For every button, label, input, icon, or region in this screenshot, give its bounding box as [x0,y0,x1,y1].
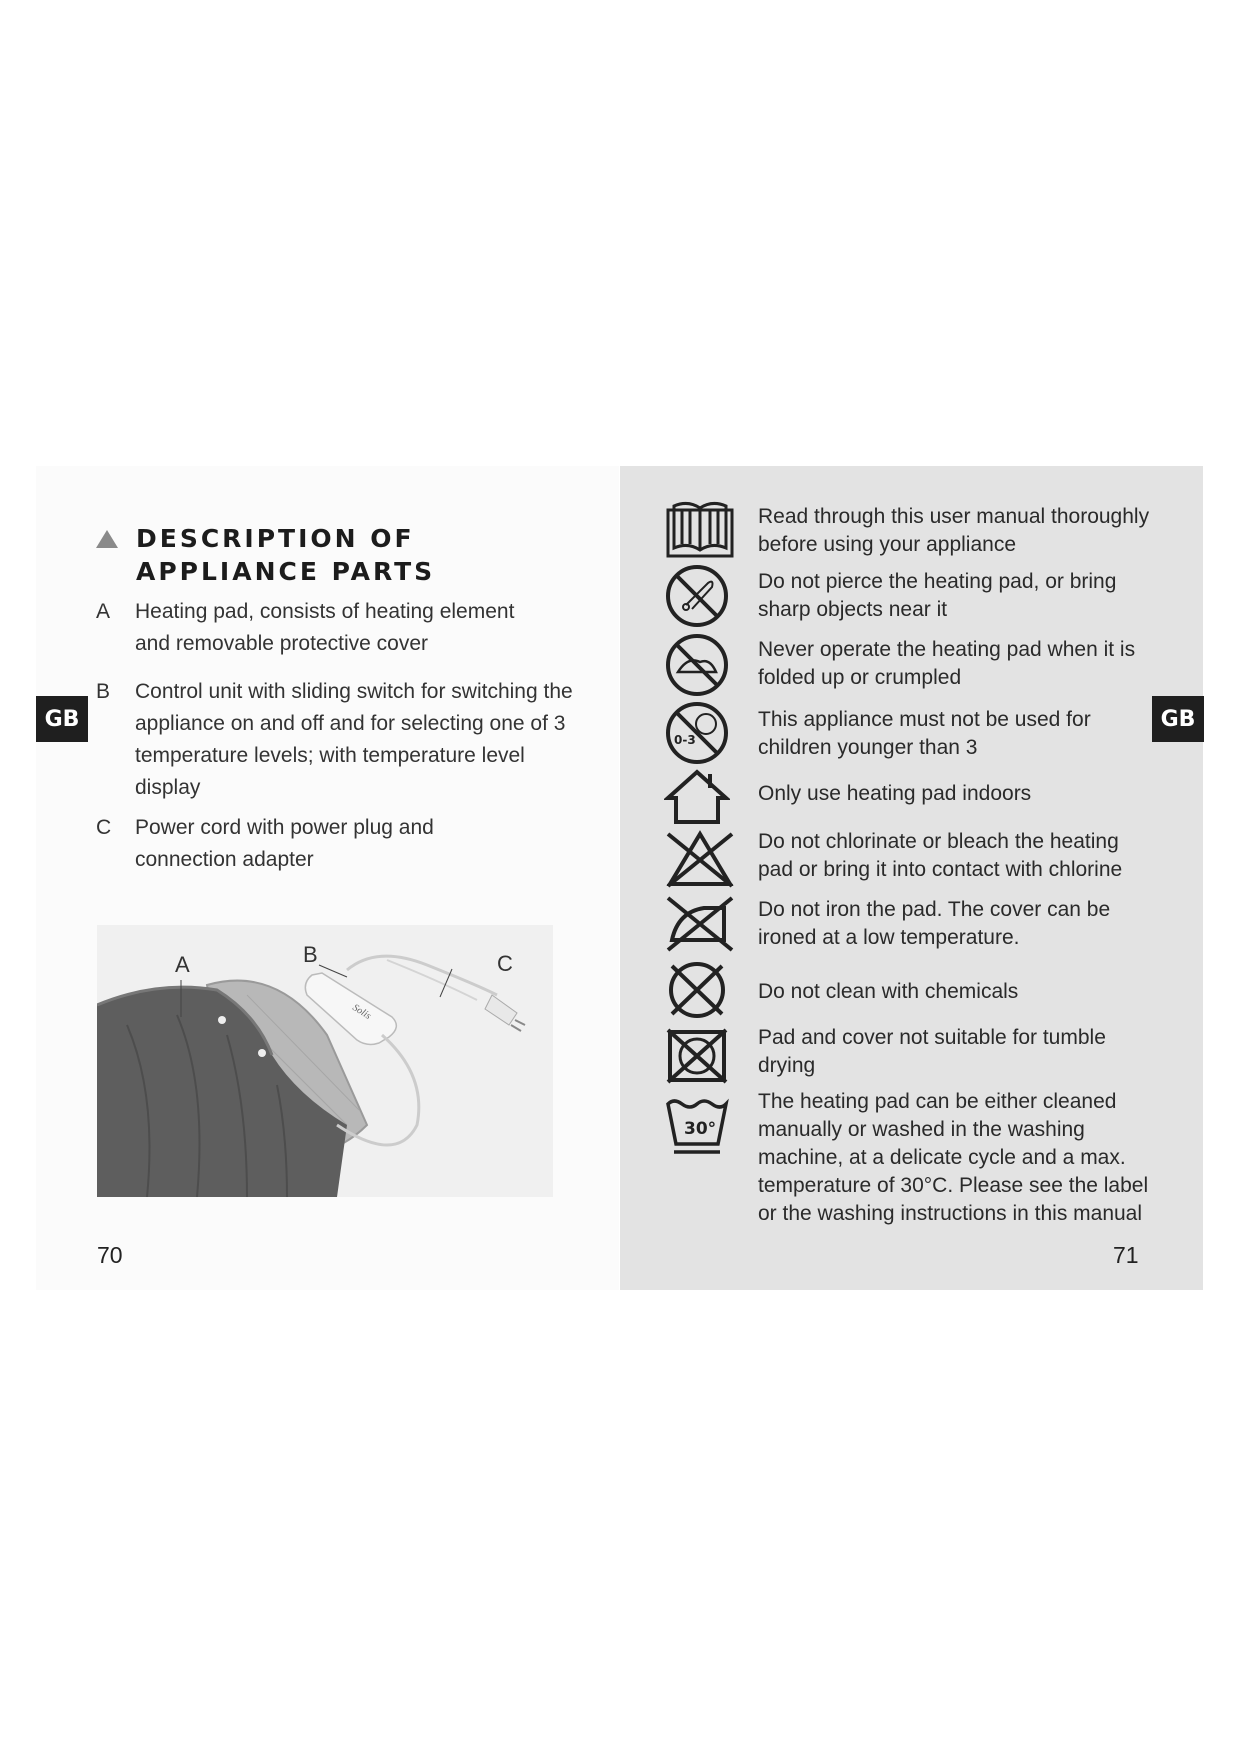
part-letter: C [96,816,112,839]
instruction-text-indoors: Only use heating pad indoors [758,782,1032,805]
figure-label-c: C [497,951,513,976]
figure-label-b: B [303,942,318,967]
no-iron-icon [664,894,736,952]
page-number-right: 71 [1113,1242,1139,1268]
instruction-text-no-iron: Do not iron the pad. The cover can be ironed at a low temperature. [758,898,1111,949]
figure-label-a: A [175,952,190,977]
part-text: Heating pad, consists of heating element and removable protective cover [135,600,515,655]
page-number-left: 70 [97,1242,123,1268]
heading-text: DESCRIPTION OF APPLIANCE PARTS [136,524,436,586]
indoors-icon [664,768,736,826]
age-label: 0-3 [674,733,696,747]
triangle-icon [96,530,118,548]
no-pins-icon [664,563,736,629]
wash-30-icon [664,1098,736,1158]
instruction-text-no-bleach: Do not chlorinate or bleach the heating pad or bring it into contact with chlorine [758,830,1123,881]
manual-icon [664,500,736,562]
instruction-text-no-folding: Never operate the heating pad when it is folded up or crumpled [758,638,1136,689]
no-children-icon [664,700,736,766]
instruction-text-no-pins: Do not pierce the heating pad, or bring sharp objects near it [758,570,1117,621]
part-text: Control unit with sliding switch for switching the appliance on and off and for selecting one of 3 temperature levels; with temperature level display [135,680,573,799]
instruction-text-wash-30: The heating pad can be either cleaned manually or washed in the washing machine, at a delicate cycle and a max. temperature of 30°C. Please see the label or the washing instructions in this manual [758,1090,1149,1225]
part-letter: A [96,600,111,623]
part-letter: B [96,680,111,703]
no-tumble-dry-icon [664,1026,736,1086]
instruction-text-manual: Read through this user manual thoroughly before using your appliance [758,505,1150,556]
instruction-text-no-dry-clean: Do not clean with chemicals [758,980,1019,1003]
part-text: Power cord with power plug and connection adapter [135,816,434,871]
brand-logo: Solis [350,1002,373,1022]
no-folding-icon [664,632,736,698]
instruction-text-no-children: This appliance must not be used for children younger than 3 [758,708,1091,759]
wash-temperature-label: 30° [684,1119,717,1139]
language-tab-right: GB [1152,696,1204,742]
language-tab-left: GB [36,696,88,742]
no-dry-clean-icon [664,960,736,1020]
instruction-text-no-tumble-dry: Pad and cover not suitable for tumble drying [758,1026,1106,1077]
no-bleach-icon [664,830,736,888]
appliance-photo [97,925,553,1197]
